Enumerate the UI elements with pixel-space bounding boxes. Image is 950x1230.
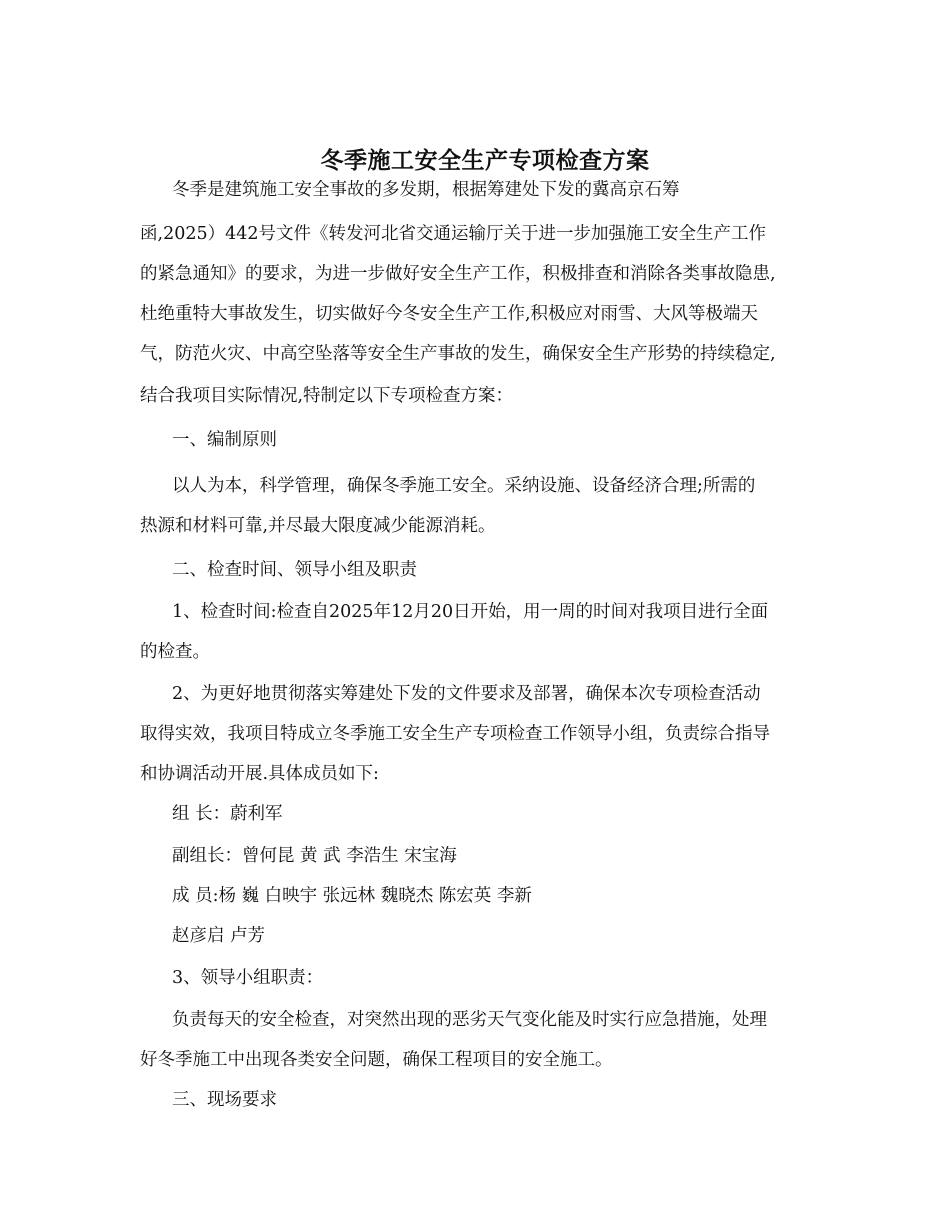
- paragraph-line: 函,2025）442号文件《转发河北省交通运输厅关于进一步加强施工安全生产工作: [140, 224, 766, 244]
- paragraph-line: 杜绝重特大事故发生，切实做好今冬安全生产工作,积极应对雨雪、大风等极端天: [140, 304, 759, 324]
- member-line: 副组长：曾何昆 黄 武 李浩生 宋宝海: [172, 846, 457, 866]
- paragraph-line: 1、检查时间:检查自2025年12月20日开始，用一周的时间对我项目进行全面: [172, 602, 769, 622]
- paragraph-line: 气，防范火灾、中高空坠落等安全生产事故的发生，确保安全生产形势的持续稳定,: [140, 344, 776, 364]
- section-heading: 三、现场要求: [172, 1090, 277, 1110]
- document-title: 冬季施工安全生产专项检查方案: [320, 147, 650, 174]
- subsection-heading: 3、领导小组职责：: [172, 968, 324, 988]
- paragraph-line: 负责每天的安全检查，对突然出现的恶劣天气变化能及时实行应急措施，处理: [172, 1010, 767, 1030]
- paragraph-line: 2、为更好地贯彻落实筹建处下发的文件要求及部署，确保本次专项检查活动: [172, 684, 761, 704]
- paragraph-line: 好冬季施工中出现各类安全问题，确保工程项目的安全施工。: [140, 1050, 613, 1070]
- paragraph-line: 的检查。: [140, 642, 210, 662]
- member-line: 成 员:杨 巍 白映宇 张远林 魏晓杰 陈宏英 李新: [172, 886, 532, 906]
- paragraph-line: 热源和材料可靠,并尽最大限度减少能源消耗。: [140, 516, 496, 536]
- section-heading: 一、编制原则: [172, 430, 277, 450]
- paragraph-line: 取得实效，我项目特成立冬季施工安全生产专项检查工作领导小组，负责综合指导: [140, 724, 770, 744]
- section-heading: 二、检查时间、领导小组及职责: [172, 560, 417, 580]
- paragraph-line: 冬季是建筑施工安全事故的多发期，根据筹建处下发的冀高京石筹: [172, 180, 680, 200]
- paragraph-line: 结合我项目实际情况,特制定以下专项检查方案：: [140, 386, 514, 406]
- paragraph-line: 和协调活动开展.具体成员如下:: [140, 764, 379, 784]
- paragraph-line: 的紧急通知》的要求，为进一步做好安全生产工作，积极排查和消除各类事故隐患,: [140, 264, 776, 284]
- document-page: [140, 0, 830, 1230]
- paragraph-line: 以人为本，科学管理，确保冬季施工安全。采纳设施、设备经济合理;所需的: [172, 476, 756, 496]
- member-line: 组 长：蔚利军: [172, 804, 283, 824]
- member-line: 赵彦启 卢芳: [172, 926, 266, 946]
